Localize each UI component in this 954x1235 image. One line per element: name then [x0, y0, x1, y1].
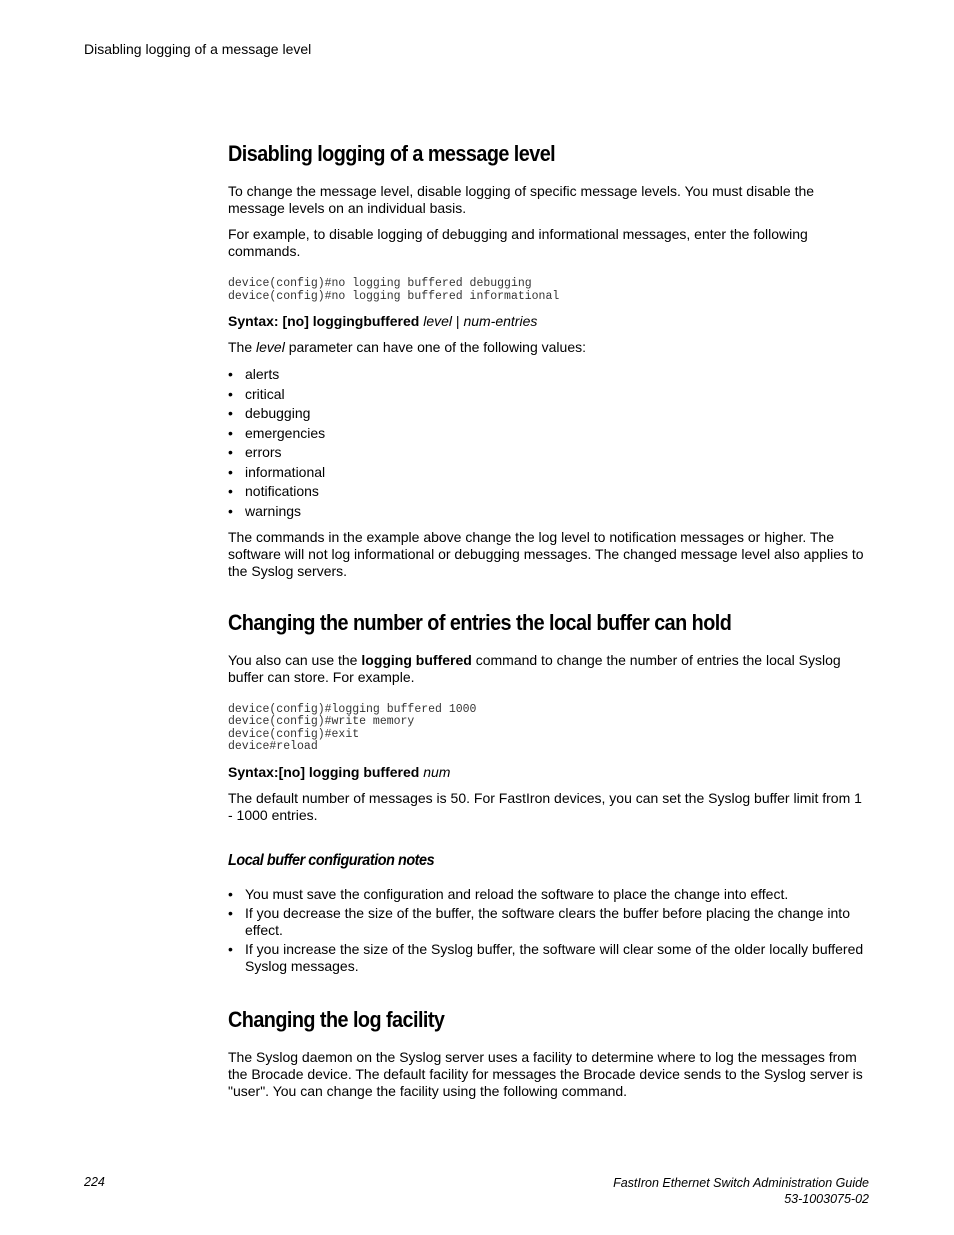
bullet-icon: •	[228, 385, 233, 402]
subsection-heading-buffer-notes: Local buffer configuration notes	[228, 851, 435, 869]
syntax-command: Syntax: [no] loggingbuffered	[228, 313, 420, 329]
bullet-icon: •	[228, 904, 233, 921]
section-heading-disabling-logging: Disabling logging of a message level	[228, 141, 556, 166]
bullet-icon: •	[228, 940, 233, 957]
level-values-list	[228, 366, 868, 520]
list-item: • errors	[228, 444, 282, 460]
section-heading-log-facility: Changing the log facility	[228, 1006, 445, 1032]
syntax-line	[228, 313, 868, 330]
paragraph: To change the message level, disable logging of specific message levels. You must disable the message levels on an individual basis.	[228, 183, 815, 216]
list-item: • If you increase the size of the Syslog buffer, the software will clear some of the older locally buffered Syslog messages.	[228, 940, 864, 974]
code-block: device(config)#no logging buffered debugging device(config)#no logging buffered informational	[228, 277, 560, 303]
list-item: • alerts	[228, 366, 280, 382]
list-item: • notifications	[228, 483, 319, 499]
syntax-param: level	[423, 313, 453, 329]
syntax-line	[228, 764, 868, 781]
bullet-icon: •	[228, 483, 233, 499]
page-content	[228, 141, 868, 1109]
list-item: • If you decrease the size of the buffer, the software clears the buffer before placing the change into effect.	[228, 904, 850, 938]
bullet-icon: •	[228, 885, 233, 902]
list-item: • You must save the configuration and reload the software to place the change into effect.	[228, 885, 789, 902]
footer-doc-info	[613, 1175, 869, 1207]
list-item: • informational	[228, 463, 326, 480]
bullet-icon: •	[228, 366, 233, 382]
bullet-icon: •	[228, 463, 233, 480]
list-item: • warnings	[228, 502, 302, 519]
syntax-command: Syntax:[no] logging buffered	[228, 763, 420, 780]
list-item: • critical	[228, 385, 285, 402]
guide-title: FastIron Ethernet Switch Administration Guide	[613, 1176, 869, 1190]
paragraph: For example, to disable logging of debugging and informational messages, enter the following commands.	[228, 226, 808, 259]
paragraph: The commands in the example above change the log level to notification messages or higher. The software will not log informational or debugging messages. The changed message level also applies to the Syslog servers.	[228, 528, 864, 579]
command-name: logging buffered	[361, 651, 472, 668]
bullet-icon: •	[228, 405, 233, 421]
code-block: device(config)#logging buffered 1000 device(config)#write memory device(config)#exit device#reload	[228, 702, 477, 753]
paragraph: The level parameter can have one of the following values:	[228, 339, 586, 355]
bullet-icon: •	[228, 444, 233, 460]
syntax-param: num	[423, 763, 451, 780]
running-head: Disabling logging of a message level	[84, 41, 312, 57]
bullet-icon: •	[228, 424, 233, 441]
syntax-param: num-entries	[463, 313, 538, 329]
syntax-separator: |	[455, 313, 460, 329]
paragraph: The default number of messages is 50. For FastIron devices, you can set the Syslog buffer limit from 1 - 1000 entries.	[228, 789, 862, 823]
param-name: level	[256, 339, 285, 355]
paragraph: You also can use the logging buffered command to change the number of entries the local Syslog buffer can store. For example.	[228, 651, 841, 685]
doc-number: 53-1003075-02	[784, 1192, 869, 1206]
section-heading-changing-entries: Changing the number of entries the local buffer can hold	[228, 609, 732, 635]
list-item: • emergencies	[228, 424, 326, 441]
paragraph: The Syslog daemon on the Syslog server uses a facility to determine where to log the messages from the Brocade device. The default facility for messages the Brocade device sends to the Syslog server is "user". You can change the facility using the following command.	[228, 1048, 863, 1099]
bullet-icon: •	[228, 502, 233, 519]
list-item: • debugging	[228, 405, 311, 421]
page-number: 224	[84, 1175, 105, 1189]
notes-list	[228, 886, 868, 975]
